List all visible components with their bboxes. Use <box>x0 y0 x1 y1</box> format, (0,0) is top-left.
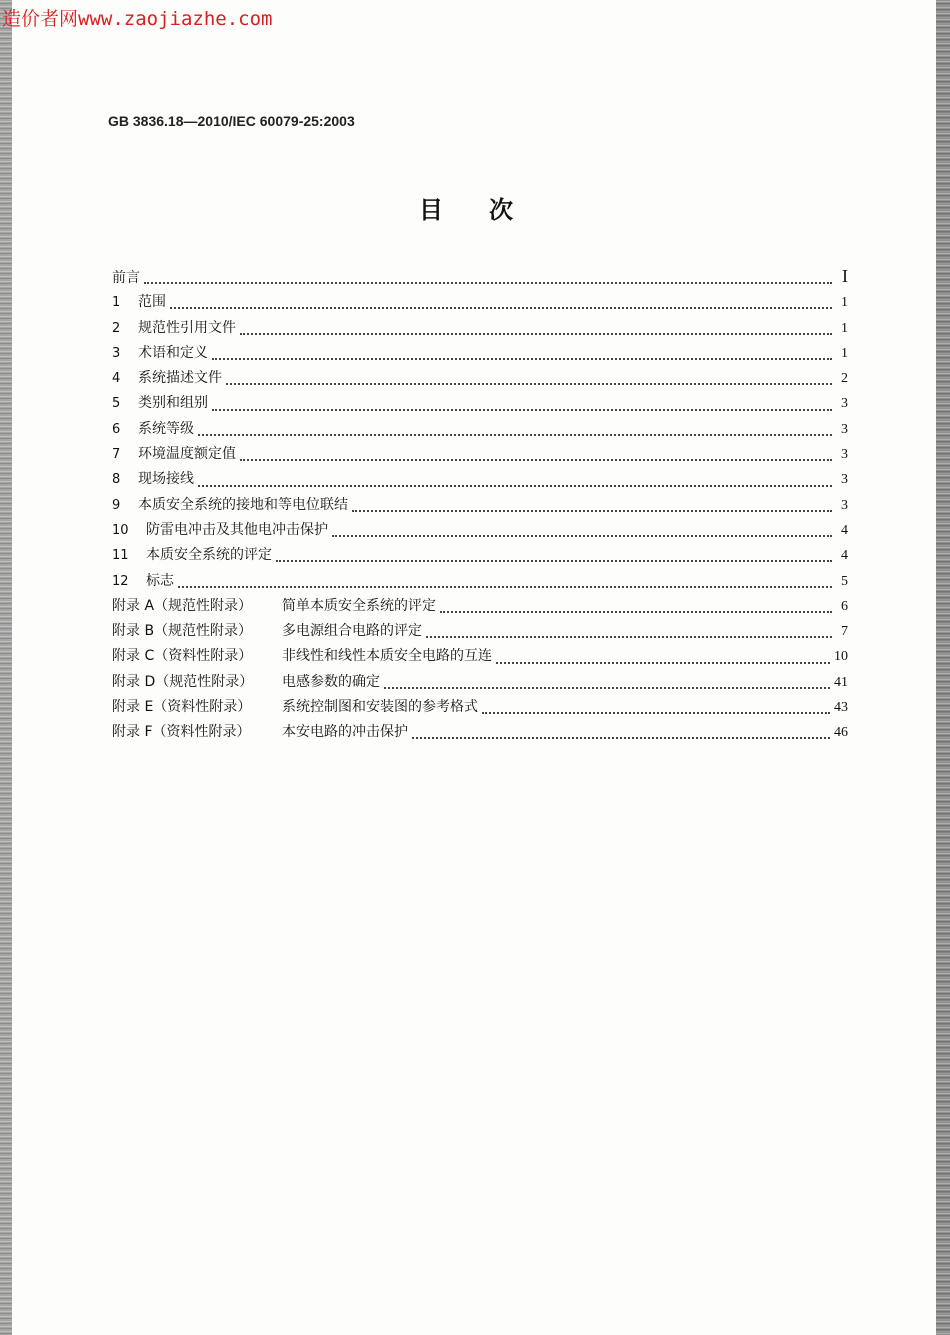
annex-page: 6 <box>841 598 848 614</box>
toc-entry-page: 3 <box>841 396 848 412</box>
dot-leader <box>496 661 830 664</box>
toc-entry[interactable] <box>112 266 848 291</box>
toc-entry[interactable] <box>112 468 848 493</box>
watermark-text: 造价者网www.zaojiazhe.com <box>2 8 273 30</box>
toc-entry-page: I <box>842 266 848 286</box>
annex-page: 43 <box>834 700 848 716</box>
toc-annex-entry[interactable] <box>112 645 848 670</box>
annex-label: 简单本质安全系统的评定 <box>282 597 436 614</box>
toc-entry[interactable] <box>112 494 848 519</box>
toc-entry[interactable] <box>112 519 848 544</box>
dot-leader <box>332 534 832 537</box>
annex-label: 本安电路的冲击保护 <box>282 724 408 741</box>
annex-page: 41 <box>834 674 848 690</box>
dot-leader <box>352 509 832 512</box>
dot-leader <box>240 332 832 335</box>
dot-leader <box>276 559 832 562</box>
dot-leader <box>144 281 832 284</box>
toc-entry-label: 标志 <box>146 572 174 589</box>
dot-leader <box>178 585 832 588</box>
toc-entry-page: 3 <box>841 421 848 437</box>
toc-entry-label: 前言 <box>112 270 140 286</box>
toc-entry-number: 7 <box>112 447 121 463</box>
toc-entry-page: 3 <box>841 472 848 488</box>
toc-entry-number: 4 <box>112 371 121 387</box>
dot-leader <box>198 484 832 487</box>
toc-entry-label: 系统描述文件 <box>138 370 222 387</box>
dot-leader <box>240 458 832 461</box>
page-title: 目次 <box>419 196 559 224</box>
toc-entry-label: 系统等级 <box>138 420 194 437</box>
toc-entry-page: 1 <box>841 345 848 361</box>
toc-entry-label: 类别和组别 <box>138 395 208 412</box>
toc-entry-number: 11 <box>112 548 129 564</box>
toc-entry-label: 范围 <box>138 294 166 311</box>
dot-leader <box>482 711 830 714</box>
annex-tag: 附录 C（资料性附录） <box>112 648 253 665</box>
toc-entry[interactable] <box>112 367 848 392</box>
toc-entry-number: 6 <box>112 421 121 437</box>
toc-entry-page: 1 <box>841 295 848 311</box>
toc-entry-page: 3 <box>841 447 848 463</box>
toc-entry-page: 1 <box>841 320 848 336</box>
toc-annex-entry[interactable] <box>112 620 848 645</box>
dot-leader <box>384 686 830 689</box>
annex-label: 系统控制图和安装图的参考格式 <box>282 699 478 716</box>
toc-entry-label: 规范性引用文件 <box>138 319 236 336</box>
toc-entry-number: 2 <box>112 320 121 336</box>
toc-entry-page: 2 <box>841 371 848 387</box>
dot-leader <box>212 357 832 360</box>
toc-entry[interactable] <box>112 544 848 569</box>
toc-annex-entry[interactable] <box>112 721 848 746</box>
annex-tag: 附录 F（资料性附录） <box>112 724 251 741</box>
toc-entry-page: 5 <box>841 573 848 589</box>
toc-entry-label: 术语和定义 <box>138 344 208 361</box>
toc-annex-entry[interactable] <box>112 595 848 620</box>
annex-tag: 附录 E（资料性附录） <box>112 699 252 716</box>
toc-entry[interactable] <box>112 570 848 595</box>
dot-leader <box>426 635 832 638</box>
toc-entry-number: 10 <box>112 522 129 538</box>
dot-leader <box>440 610 832 613</box>
toc-entry-number: 8 <box>112 472 121 488</box>
toc-entry-number: 1 <box>112 295 121 311</box>
dot-leader <box>212 408 832 411</box>
standard-number: GB 3836.18—2010/IEC 60079-25:2003 <box>108 113 355 129</box>
annex-label: 非线性和线性本质安全电路的互连 <box>282 648 492 665</box>
annex-page: 7 <box>841 624 848 640</box>
toc-entry[interactable] <box>112 291 848 316</box>
table-of-contents <box>112 266 848 747</box>
dot-leader <box>170 306 832 309</box>
toc-entry-number: 3 <box>112 345 121 361</box>
toc-entry-number: 9 <box>112 497 121 513</box>
toc-entry-label: 现场接线 <box>138 471 194 488</box>
annex-label: 多电源组合电路的评定 <box>282 623 422 640</box>
toc-entry[interactable] <box>112 317 848 342</box>
annex-label: 电感参数的确定 <box>282 673 380 690</box>
toc-annex-entry[interactable] <box>112 671 848 696</box>
toc-entry-label: 本质安全系统的接地和等电位联结 <box>138 496 348 513</box>
annex-page: 10 <box>834 649 848 665</box>
toc-entry[interactable] <box>112 392 848 417</box>
toc-entry-label: 防雷电冲击及其他电冲击保护 <box>146 521 328 538</box>
toc-entry-page: 3 <box>841 497 848 513</box>
toc-entry-number: 12 <box>112 573 129 589</box>
toc-annex-entry[interactable] <box>112 696 848 721</box>
toc-entry-number: 5 <box>112 396 121 412</box>
annex-page: 46 <box>834 725 848 741</box>
toc-entry[interactable] <box>112 342 848 367</box>
annex-tag: 附录 B（规范性附录） <box>112 623 253 640</box>
toc-entry-page: 4 <box>841 548 848 564</box>
dot-leader <box>226 382 832 385</box>
dot-leader <box>198 433 832 436</box>
annex-tag: 附录 D（规范性附录） <box>112 673 254 690</box>
toc-entry-page: 4 <box>841 522 848 538</box>
toc-entry-label: 本质安全系统的评定 <box>146 547 272 564</box>
toc-entry[interactable] <box>112 418 848 443</box>
dot-leader <box>412 736 830 739</box>
toc-entry-label: 环境温度额定值 <box>138 446 236 463</box>
annex-tag: 附录 A（规范性附录） <box>112 597 253 614</box>
toc-entry[interactable] <box>112 443 848 468</box>
